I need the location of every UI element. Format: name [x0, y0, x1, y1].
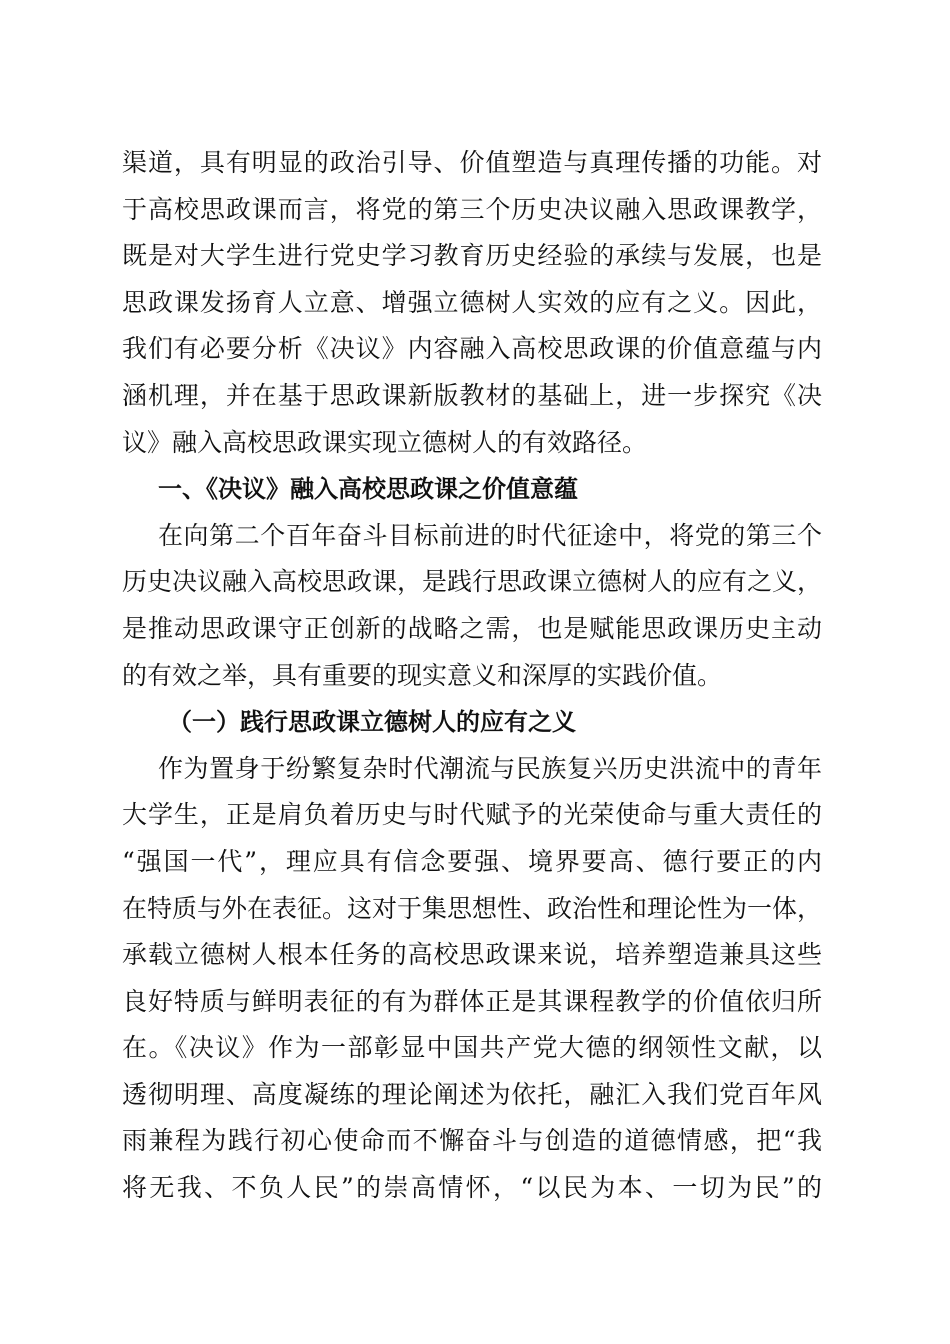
body-line: 涵机理，并在基于思政课新版教材的基础上，进一步探究《决	[122, 380, 822, 410]
body-line: 作为置身于纷繁复杂时代潮流与民族复兴历史洪流中的青年	[158, 753, 822, 783]
body-line: 在。《决议》作为一部彰显中国共产党大德的纲领性文献，以	[122, 1033, 822, 1063]
body-line: 思政课发扬育人立意、增强立德树人实效的应有之义。因此，	[122, 287, 822, 317]
body-line: 历史决议融入高校思政课，是践行思政课立德树人的应有之义，	[122, 567, 822, 597]
body-line: 于高校思政课而言，将党的第三个历史决议融入思政课教学，	[122, 194, 822, 224]
body-line: 大学生，正是肩负着历史与时代赋予的光荣使命与重大责任的	[122, 800, 822, 830]
body-line: 既是对大学生进行党史学习教育历史经验的承续与发展，也是	[122, 241, 822, 271]
body-line: 我们有必要分析《决议》内容融入高校思政课的价值意蕴与内	[122, 334, 822, 364]
body-line: 议》融入高校思政课实现立德树人的有效路径。	[122, 427, 648, 457]
body-line: “强国一代”，理应具有信念要强、境界要高、德行要正的内	[122, 846, 822, 876]
body-line: 透彻明理、高度凝练的理论阐述为依托，融汇入我们党百年风	[122, 1079, 822, 1109]
document-body	[122, 140, 822, 1212]
body-line: 承载立德树人根本任务的高校思政课来说，培养塑造兼具这些	[122, 940, 822, 970]
body-line: 是推动思政课守正创新的战略之需，也是赋能思政课历史主动	[122, 613, 822, 643]
body-line: 的有效之举，具有重要的现实意义和深厚的实践价值。	[122, 660, 723, 690]
section-heading: 一、《决议》融入高校思政课之价值意蕴	[158, 475, 578, 504]
body-line: 良好特质与鲜明表征的有为群体正是其课程教学的价值依归所	[122, 986, 822, 1016]
body-line: 雨兼程为践行初心使命而不懈奋斗与创造的道德情感，把“我	[122, 1126, 822, 1156]
body-line: 在特质与外在表征。这对于集思想性、政治性和理论性为一体，	[122, 893, 822, 923]
subsection-heading: （一）践行思政课立德树人的应有之义	[168, 707, 576, 737]
body-line: 在向第二个百年奋斗目标前进的时代征途中，将党的第三个	[158, 520, 822, 550]
body-line: 渠道，具有明显的政治引导、价值塑造与真理传播的功能。对	[122, 148, 822, 177]
body-line: 将无我、不负人民”的崇高情怀，“以民为本、一切为民”的	[122, 1173, 822, 1203]
